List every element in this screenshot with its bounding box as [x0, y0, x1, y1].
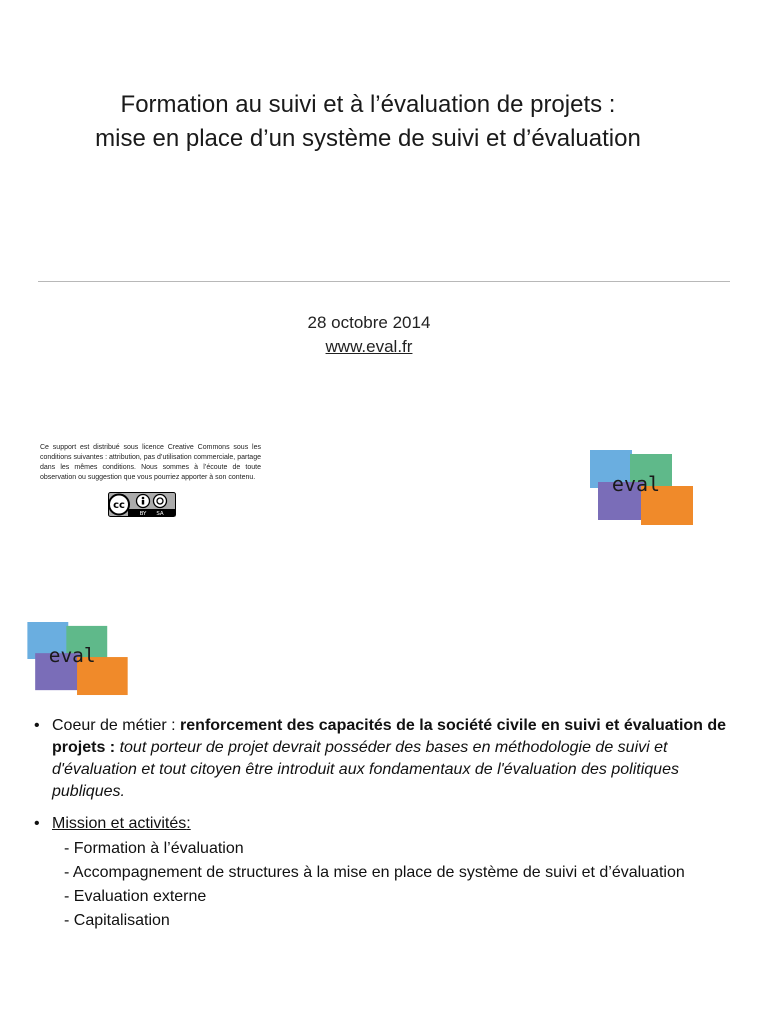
- date-text: 28 octobre 2014: [307, 313, 431, 332]
- page-title: [0, 88, 736, 156]
- list-item: - Accompagnement de structures à la mise en place de système de suivi et d’évaluation: [64, 864, 685, 881]
- list-item: - Capitalisation: [64, 912, 170, 929]
- creative-commons-icon[interactable]: [108, 492, 176, 517]
- mission-items: [64, 837, 734, 933]
- svg-text:cc: cc: [113, 500, 125, 511]
- eval-logo-text-large: eval: [48, 643, 96, 667]
- bullet-bold-text: renforcement des capacités de la société civile en suivi et évaluation de projets :: [52, 717, 727, 756]
- eval-logo-text: eval: [611, 472, 661, 496]
- eval-logo-icon-large: [27, 622, 130, 696]
- bullet-dot-icon: •: [34, 815, 40, 832]
- title-line-2: mise en place d’un système de suivi et d’évaluation: [95, 125, 641, 152]
- bullet-label: Coeur de métier :: [52, 717, 176, 734]
- bullet-dot-icon: •: [34, 717, 40, 734]
- license-text: Ce support est distribué sous licence Creative Commons sous les conditions suivantes : attribution, pas d’utilisation commerciale, partage dans les mêmes conditions. Nous sommes à l’écoute de toute observation ou suggestion que vous pourriez apporter à son contenu.: [40, 444, 261, 481]
- bullet-italic-text: tout porteur de projet devrait posséder des bases en méthodologie de suivi et d'évaluation et tout citoyen être introduit aux fondamentaux de l'évaluation des politiques publiques.: [52, 739, 679, 800]
- meta-block: [0, 311, 738, 359]
- website-link[interactable]: www.eval.fr: [325, 337, 413, 356]
- mission-suffix: :: [186, 815, 191, 832]
- cc-badge-by: BY: [139, 511, 147, 517]
- title-line-1: Formation au suivi et à l’évaluation de projets :: [120, 91, 616, 118]
- list-item: - Evaluation externe: [64, 888, 207, 905]
- mission-label: Mission et activités: [52, 815, 187, 832]
- bullet-mission: [34, 813, 734, 933]
- eval-logo-icon: [590, 450, 695, 526]
- bullet-list: [34, 715, 734, 943]
- cc-badge-sa: SA: [156, 511, 164, 517]
- bullet-core-business: [34, 715, 734, 803]
- divider: [38, 281, 730, 282]
- list-item: - Formation à l’évaluation: [64, 840, 244, 857]
